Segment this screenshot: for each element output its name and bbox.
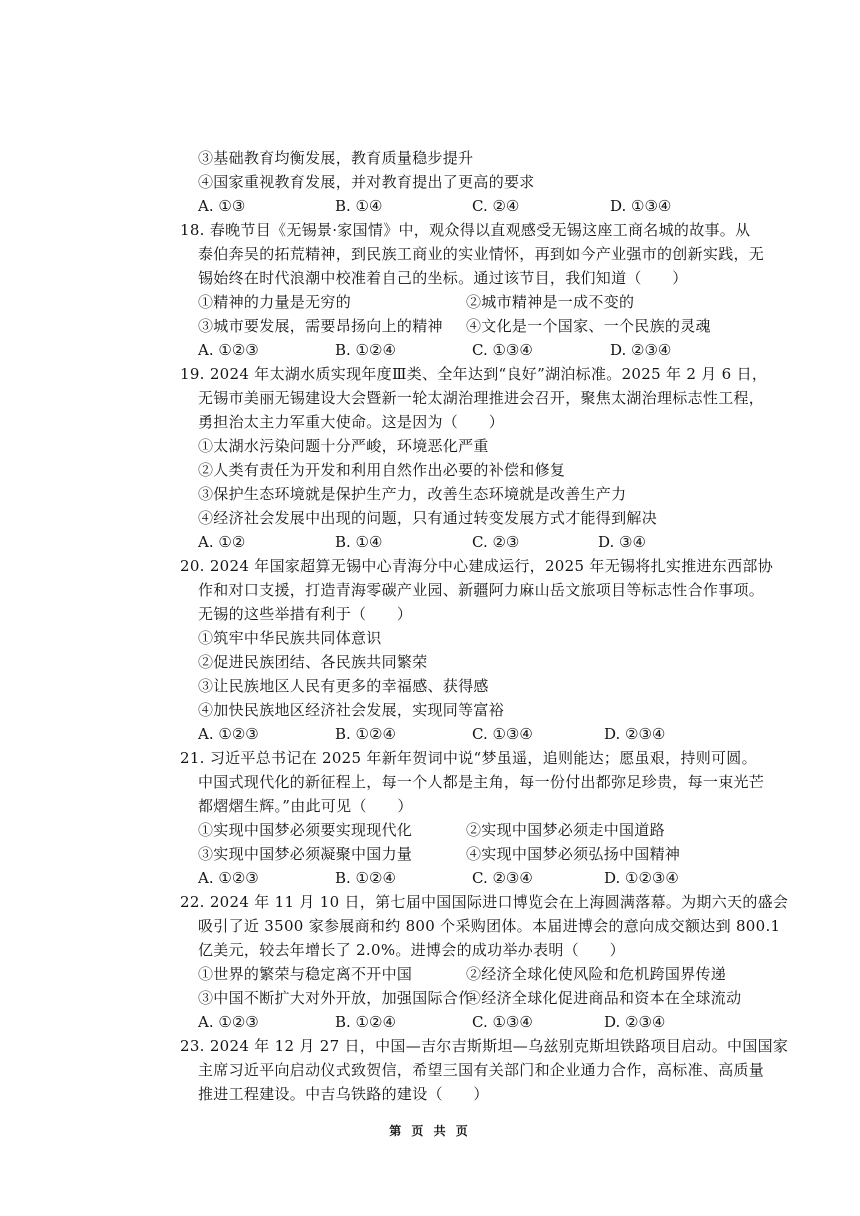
q22-answer-choice-d: D. ②③④ — [604, 1013, 666, 1031]
q20-option-item-1: ①筑牢中华民族共同体意识 — [198, 629, 382, 647]
q19-stem-line-2: 无锡市美丽无锡建设大会暨新一轮太湖治理推进会召开，聚焦太湖治理标志性工程， — [198, 389, 765, 407]
q19-stem-line-1: 19. 2024 年太湖水质实现年度Ⅲ类、全年达到“良好”湖泊标准。2025 年 2 月 6 日， — [180, 365, 768, 383]
q21-answer-choice-a: A. ①②③ — [198, 869, 259, 887]
q17-option-item-4: ④国家重视教育发展，并对教育提出了更高的要求 — [198, 173, 535, 191]
q19-answer-choice-a: A. ①② — [198, 533, 246, 551]
q21-stem-line-3: 都熠熠生辉。”由此可见（ ） — [198, 797, 413, 815]
q21-option-item-3: ③实现中国梦必须凝聚中国力量 — [198, 845, 413, 863]
q19-option-item-3: ③保护生态环境就是保护生产力，改善生态环境就是改善生产力 — [198, 485, 627, 503]
q20-answer-choice-b: B. ①②④ — [335, 725, 396, 743]
q18-answer-choice-b: B. ①②④ — [335, 341, 396, 359]
q19-answer-choice-b: B. ①④ — [335, 533, 383, 551]
q18-answer-choice-c: C. ①③④ — [472, 341, 533, 359]
q17-answer-choice-a: A. ①③ — [198, 197, 246, 215]
q20-option-item-4: ④加快民族地区经济社会发展，实现同等富裕 — [198, 701, 505, 719]
q23-stem-line-1: 23. 2024 年 12 月 27 日，中国—吉尔吉斯斯坦—乌兹别克斯坦铁路项目启动。中国国家 — [180, 1037, 789, 1055]
q19-option-item-1: ①太湖水污染问题十分严峻，环境恶化严重 — [198, 437, 489, 455]
q18-option-item-1: ①精神的力量是无穷的 — [198, 293, 352, 311]
q17-option-item-3: ③基础教育均衡发展，教育质量稳步提升 — [198, 149, 474, 167]
q22-option-item-2: ②经济全球化使风险和危机跨国界传递 — [466, 965, 727, 983]
q19-answer-choice-d: D. ③④ — [598, 533, 646, 551]
q21-stem-line-2: 中国式现代化的新征程上，每一个人都是主角，每一份付出都弥足珍贵，每一束光芒 — [198, 773, 765, 791]
q20-answer-choice-a: A. ①②③ — [198, 725, 259, 743]
q18-stem-line-1: 18. 春晚节目《无锡景·家国情》中，观众得以直观感受无锡这座工商名城的故事。从 — [180, 221, 751, 239]
q19-stem-line-3: 勇担治太主力军重大使命。这是因为（ ） — [198, 413, 505, 431]
q22-stem-line-2: 吸引了近 3500 家参展商和约 800 个采购团体。本届进博会的意向成交额达到 800.1 — [198, 917, 781, 935]
q20-option-item-3: ③让民族地区人民有更多的幸福感、获得感 — [198, 677, 489, 695]
q18-answer-choice-a: A. ①②③ — [198, 341, 259, 359]
q19-answer-choice-c: C. ②③ — [472, 533, 520, 551]
q20-option-item-2: ②促进民族团结、各民族共同繁荣 — [198, 653, 428, 671]
page-footer: 第 页 共 页 — [389, 1124, 471, 1138]
q20-answer-choice-d: D. ②③④ — [604, 725, 666, 743]
q21-answer-choice-d: D. ①②③④ — [604, 869, 679, 887]
q17-answer-choice-b: B. ①④ — [335, 197, 383, 215]
q20-answer-choice-c: C. ①③④ — [472, 725, 533, 743]
q19-option-item-4: ④经济社会发展中出现的问题，只有通过转变发展方式才能得到解决 — [198, 509, 658, 527]
q23-stem-line-3: 推进工程建设。中吉乌铁路的建设（ ） — [198, 1085, 489, 1103]
q21-option-item-1: ①实现中国梦必须要实现现代化 — [198, 821, 413, 839]
q22-option-item-4: ④经济全球化促进商品和资本在全球流动 — [466, 989, 742, 1007]
q18-option-item-2: ②城市精神是一成不变的 — [466, 293, 635, 311]
q22-option-item-3: ③中国不断扩大对外开放，加强国际合作 — [198, 989, 474, 1007]
q18-option-item-4: ④文化是一个国家、一个民族的灵魂 — [466, 317, 711, 335]
q18-stem-line-2: 泰伯奔吴的拓荒精神，到民族工商业的实业情怀，再到如今产业强市的创新实践，无 — [198, 245, 765, 263]
q21-answer-choice-c: C. ②③④ — [472, 869, 533, 887]
q20-stem-line-2: 作和对口支援，打造青海零碳产业园、新疆阿力麻山岳文旅项目等标志性合作事项。 — [198, 581, 765, 599]
q22-stem-line-1: 22. 2024 年 11 月 10 日，第七届中国国际进口博览会在上海圆满落幕。为期六天的盛会 — [180, 893, 789, 911]
q18-option-item-3: ③城市要发展，需要昂扬向上的精神 — [198, 317, 443, 335]
q22-option-item-1: ①世界的繁荣与稳定离不开中国 — [198, 965, 413, 983]
q20-stem-line-1: 20. 2024 年国家超算无锡中心青海分中心建成运行，2025 年无锡将扎实推进东西部协 — [180, 557, 774, 575]
q21-answer-choice-b: B. ①②④ — [335, 869, 396, 887]
q22-answer-choice-c: C. ①③④ — [472, 1013, 533, 1031]
q17-answer-choice-d: D. ①③④ — [610, 197, 672, 215]
q17-answer-choice-c: C. ②④ — [472, 197, 520, 215]
q18-answer-choice-d: D. ②③④ — [610, 341, 672, 359]
q18-stem-line-3: 锡始终在时代浪潮中校准着自己的坐标。通过该节目，我们知道（ ） — [198, 269, 688, 287]
q21-stem-line-1: 21. 习近平总书记在 2025 年新年贺词中说“梦虽遥，追则能达；愿虽艰，持则可圆。 — [180, 749, 757, 767]
q22-answer-choice-a: A. ①②③ — [198, 1013, 259, 1031]
q19-option-item-2: ②人类有责任为开发和利用自然作出必要的补偿和修复 — [198, 461, 566, 479]
q20-stem-line-3: 无锡的这些举措有利于（ ） — [198, 605, 413, 623]
q22-answer-choice-b: B. ①②④ — [335, 1013, 396, 1031]
q22-stem-line-3: 亿美元，较去年增长了 2.0%。进博会的成功举办表明（ ） — [198, 941, 625, 959]
q21-option-item-4: ④实现中国梦必须弘扬中国精神 — [466, 845, 681, 863]
q23-stem-line-2: 主席习近平向启动仪式致贺信，希望三国有关部门和企业通力合作，高标准、高质量 — [198, 1061, 765, 1079]
q21-option-item-2: ②实现中国梦必须走中国道路 — [466, 821, 665, 839]
